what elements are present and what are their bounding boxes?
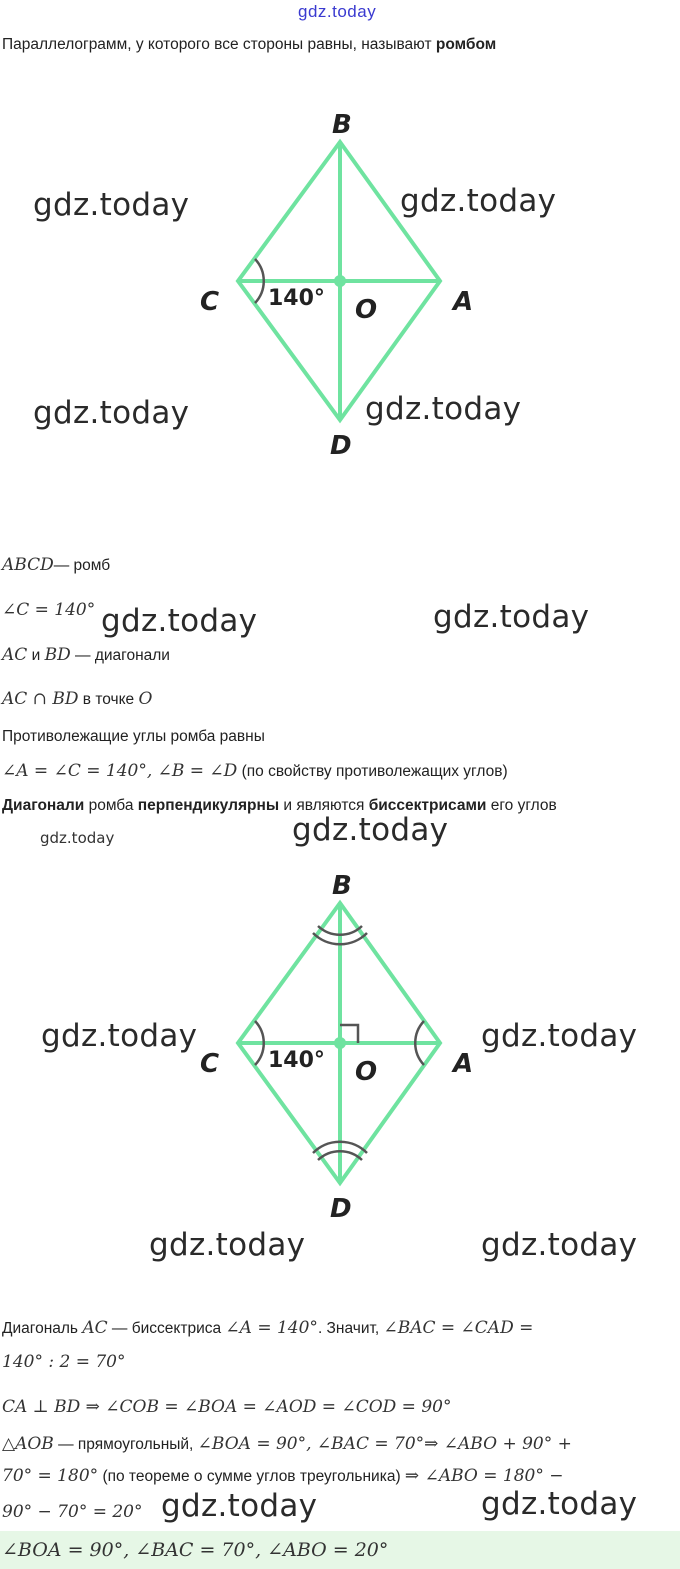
- math-sum-180: 70° = 180°: [2, 1466, 99, 1486]
- text-part: — биссектриса: [107, 1320, 226, 1337]
- text-diagonals: — диагонали: [70, 647, 170, 664]
- intersection-point-2: [334, 1037, 346, 1049]
- bold-bisectors: биссектрисами: [368, 797, 487, 814]
- math-angle-sum: ∠BOA = 90°, ∠BAC = 70°⇒ ∠ABO + 90° +: [197, 1434, 572, 1454]
- line-bisector: [2, 1318, 533, 1338]
- vertex-label-a-1: A: [453, 287, 474, 317]
- center-label-o-1: O: [355, 295, 378, 325]
- text-part: его углов: [486, 797, 557, 814]
- site-header-link[interactable]: gdz.today: [298, 2, 377, 21]
- watermark: gdz.today: [481, 1018, 638, 1054]
- math-ac: AC: [82, 1318, 108, 1338]
- vertex-label-b-2: B: [332, 871, 352, 901]
- text-part: и являются: [279, 797, 369, 814]
- watermark: gdz.today: [292, 812, 449, 848]
- text-at-point: в точке: [78, 691, 139, 708]
- line-diagonal-properties: [2, 797, 557, 815]
- watermark: gdz.today: [433, 599, 590, 635]
- vertex-label-b-1: B: [332, 110, 352, 140]
- math-angle-equality: ∠A = ∠C = 140°, ∠B = ∠D: [2, 761, 238, 781]
- vertex-label-a-2: A: [453, 1049, 474, 1079]
- text-part: Диагональ: [2, 1320, 83, 1337]
- line-rhombus-def: [2, 555, 110, 575]
- math-bac-cad: ∠BAC = ∠CAD =: [383, 1318, 534, 1338]
- watermark: gdz.today: [101, 603, 258, 639]
- text-property: (по свойству противолежащих углов): [237, 763, 508, 780]
- text-part: ромба: [84, 797, 138, 814]
- line-half-angle: 140° : 2 = 70°: [2, 1352, 126, 1372]
- line-diagonals: [2, 645, 170, 665]
- line-triangle-theorem: [2, 1466, 563, 1486]
- vertex-label-c-2: C: [200, 1049, 220, 1079]
- line-intersection: [2, 689, 152, 709]
- watermark: gdz.today: [365, 391, 522, 427]
- intro-text: [2, 36, 496, 54]
- math-intersection: AC ∩ BD: [2, 689, 79, 709]
- watermark: gdz.today: [161, 1488, 318, 1524]
- math-o: O: [138, 689, 153, 709]
- bold-perpendicular: перпендикулярны: [137, 797, 280, 814]
- vertex-label-d-1: D: [330, 431, 352, 461]
- text-right-triangle: — прямоугольный,: [53, 1436, 198, 1453]
- intersection-point-1: [334, 275, 346, 287]
- watermark: gdz.today: [481, 1227, 638, 1263]
- angle-label-1: 140°: [268, 286, 325, 311]
- watermark: gdz.today: [481, 1486, 638, 1522]
- vertex-label-d-2: D: [330, 1194, 352, 1224]
- math-abcd: ABCD: [2, 555, 54, 575]
- angle-label-2: 140°: [268, 1048, 325, 1073]
- text-rhombus: — ромб: [53, 557, 111, 574]
- line-result: 90° − 70° = 20°: [2, 1502, 143, 1522]
- line-angle-equality: [2, 761, 508, 781]
- watermark: gdz.today: [33, 187, 190, 223]
- text-part: . Значит,: [317, 1320, 384, 1337]
- intro-prefix: Параллелограмм, у которого все стороны равны, называют: [2, 36, 436, 53]
- line-right-triangle: [2, 1434, 572, 1454]
- text-theorem: (по теореме о сумме углов треугольника): [98, 1468, 405, 1485]
- watermark: gdz.today: [400, 183, 557, 219]
- answer-line: ∠BOA = 90°, ∠BAC = 70°, ∠ABO = 20°: [2, 1539, 389, 1561]
- vertex-label-c-1: C: [200, 287, 220, 317]
- math-ac: AC: [2, 645, 28, 665]
- center-label-o-2: O: [355, 1057, 378, 1087]
- math-abo: ⇒ ∠ABO = 180° −: [404, 1466, 564, 1486]
- watermark: gdz.today: [149, 1227, 306, 1263]
- watermark: gdz.today: [40, 829, 115, 847]
- math-angle-a: ∠A = 140°: [225, 1318, 318, 1338]
- line-opposite-angles: Противолежащие углы ромба равны: [2, 728, 265, 745]
- text-and: и: [27, 647, 45, 664]
- line-angle-c: ∠C = 140°: [2, 600, 96, 620]
- math-bd: BD: [44, 645, 71, 665]
- math-triangle-aob: △AOB: [2, 1434, 54, 1454]
- bold-diagonals: Диагонали: [2, 797, 85, 814]
- line-perpendicular: CA ⊥ BD ⇒ ∠COB = ∠BOA = ∠AOD = ∠COD = 90°: [2, 1397, 452, 1417]
- watermark: gdz.today: [33, 395, 190, 431]
- watermark: gdz.today: [41, 1018, 198, 1054]
- intro-bold-term: ромбом: [435, 36, 497, 53]
